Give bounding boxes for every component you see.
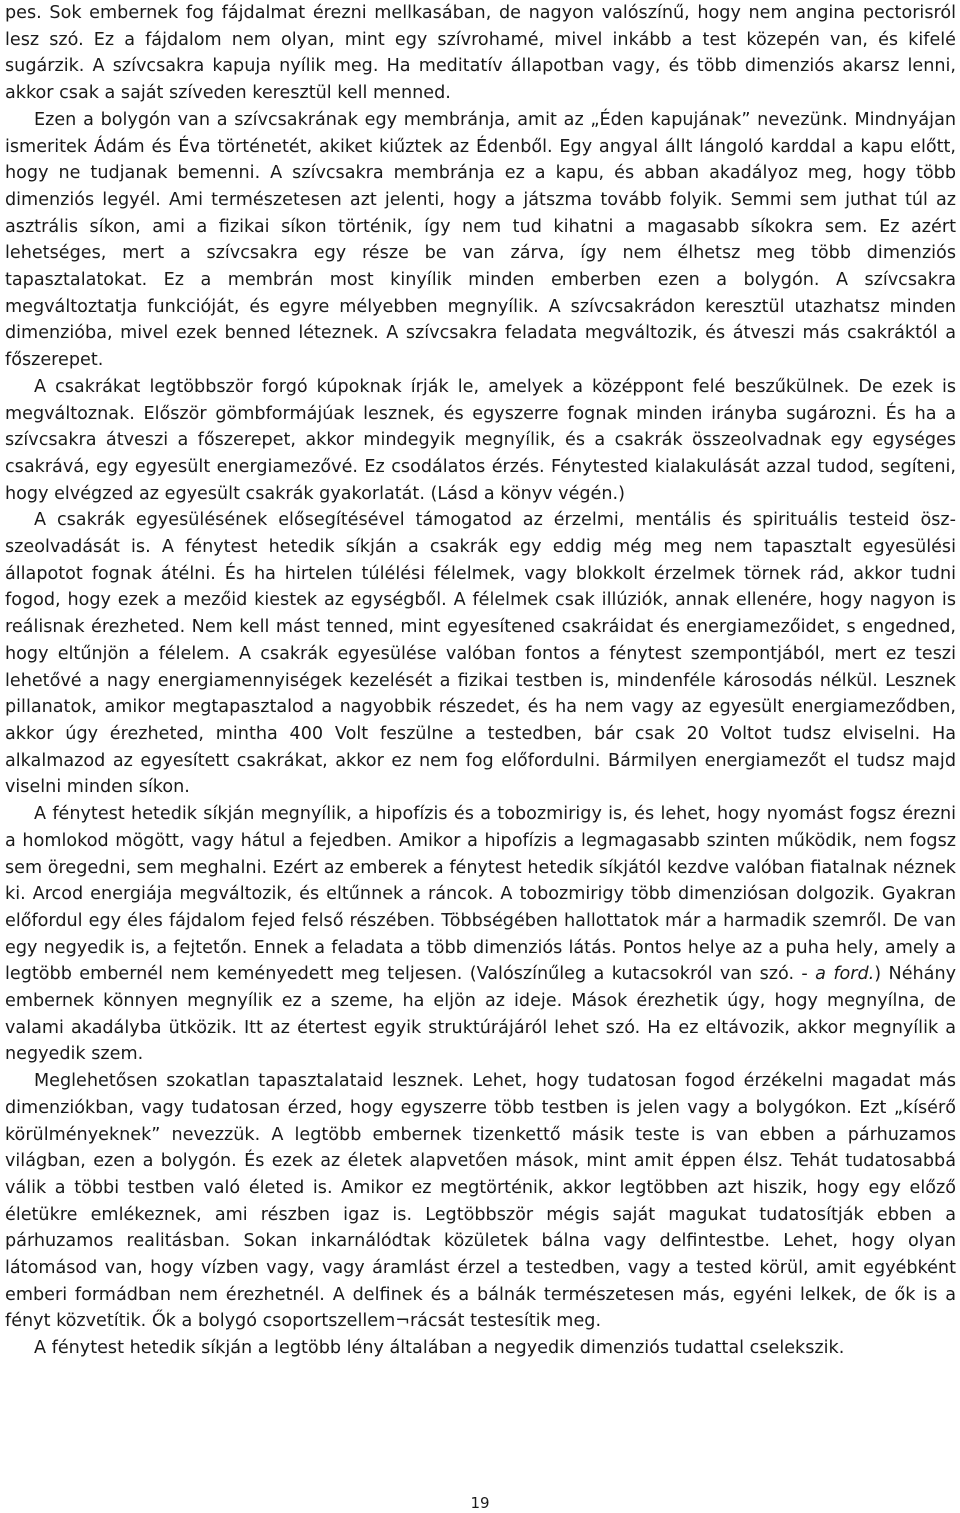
paragraph: A csakrákat legtöbbször forgó kúpoknak írják le, amelyek a középpont felé beszűkülnek. De ezek is megváltoznak. Először gömbformájúak lesznek, és egyszerre fognak minden irányba sugározni. És ha a szívcsakra átveszi a főszerepet, akkor mindegyik megnyílik, és a csakrák összeolvadnak egy egységes csakrává, egy egyesült energiamezővé. Ez csodálatos érzés. Fénytested kialakulását azzal tudod, segíteni, hogy elvégzed az egyesült csakrák gyakorlatát. (Lásd a könyv végén.) (5, 376, 956, 504)
page-number-text: 19 (470, 1494, 490, 1512)
paragraph-text: ) Néhány embernek könnyen megnyílik ez a szeme, ha eljön az ideje. Mások érezhetik úgy, hogy megnyílna, de valami akadályba ütközik. Itt az étertest egyik struktúrájáról lehet szó. Ha ez eltávozik, akkor megnyílik a negyedik szem. (5, 964, 957, 1065)
paragraph: A fénytest hetedik síkján a legtöbb lény általában a negyedik dimenziós tudattal cselekszik. (34, 1338, 845, 1359)
paragraph-text: A fénytest hetedik síkján megnyílik, a hipofízis és a tobozmirigy is, és lehet, hogy nyomást fogsz érezni a homlokod mögött, vagy hátul a fejedben. Amikor a hipofízis a legmagasabb szinten működik, nem fogsz sem öregedni, sem meghalni. Ezért az emberek a fénytest hetedik síkjától kezdve valóban fiatalnak néznek ki. Arcod energiája megváltozik, és eltűnnek a ráncok. A tobozmirigy több dimenziósan dolgozik. Gyakran előfordul egy éles fájdalom fejed felső részében. Többségében hallottatok már a harmadik szemről. De van egy negyedik is, a fejtetőn. Ennek a feladata a több dimenziós látás. Pontos helye az a puha hely, amely a legtöbb embernél nem keményedett meg teljesen. (Valószínűleg a kutacsokról van szó. - (5, 804, 956, 985)
document-page (5, 0, 956, 1362)
paragraph: Meglehetősen szokatlan tapasztalataid lesznek. Lehet, hogy tudatosan fogod érzékelni magadat más dimenziókban, vagy tudatosan érzed, hogy egyszerre több testben is jelen vagy a bolygókon. Ezt „kísérő körülményeknek” nevezzük. A legtöbb embernek tizenkettő másik teste is van ebben a párhuzamos világban, ezen a bolygón. És ezek az életek alapvetően mások, mint amit éppen élsz. Tehát tudatosabbá válik a többi testben való életed is. Amikor ez megtörténik, akkor legtöbben azt hiszik, hogy egy előző életükre emlékeznek, ami részben igaz is. Legtöbbször mégis saját magukat tudatosítják ebben a párhuzamos realitásban. Sokan inkarnálódtak közületek bálna vagy delfintestbe. Lehet, hogy olyan látomásod van, hogy vízben vagy, vagy áramlást érzel a testedben, vagy a tested körül, amit egyébként emberi formádban nem érezhetnél. A delfinek és a bálnák természetesen más, egyéni lelkek, de ők is a fényt közvetítik. Ők a bolygó csoportszellem¬rácsát testesítik meg. (5, 1071, 956, 1332)
paragraph: pes. Sok embernek fog fájdalmat érezni mellkasában, de nagyon valószínű, hogy nem angina pectorisról lesz szó. Ez a fájdalom nem olyan, mint egy szívrohamé, mivel inkább a test közepén van, és kifelé sugárzik. A szívcsakra kapuja nyílik meg. Ha meditatív állapotban vagy, és több dimenziós akarsz lenni, akkor csak a saját szíveden keresztül kell menned. (5, 3, 956, 104)
translator-note: a ford. (815, 964, 875, 985)
paragraph: Ezen a bolygón van a szívcsakrának egy membránja, amit az „Éden kapujának” nevezünk. Mindnyájan ismeritek Ádám és Éva történetét, akiket kiűztek az Édenből. Egy angyal állt lángoló karddal a kapu előtt, hogy ne tudjanak bemenni. A szívcsakra membránja ez a kapu, és abban akadályoz meg, hogy több dimenziós legyél. Ami természetesen azt jelenti, hogy a játszma tovább folyik. Semmi sem juthat túl az asztrális síkon, ami a fizikai síkon történik, így nem tud kihatni a magasabb síkokra sem. Ez azért lehetséges, mert a szívcsakra egy része be van zárva, így nem élhetsz meg több dimenziós tapasztalatokat. Ez a membrán most kinyílik minden emberben ezen a bolygón. A szívcsakra megváltoztatja funkcióját, és egyre mélyebben megnyílik. A szívcsakrádon keresztül utazhatsz minden dimenzióba, mivel ezek benned léteznek. A szívcsakra feladata megváltozik, és átveszi más csakráktól a főszerepet. (5, 109, 956, 371)
paragraph (5, 801, 956, 1068)
paragraph: A csakrák egyesülésének elősegítésével támogatod az érzelmi, mentális és spirituális testeid öszszeolvadását is. A fénytest hetedik síkján a csakrák egy eddig még meg nem tapasztalt egyesülési állapotot fognak átélni. És ha hirtelen túlélési félelmek, vagy blokkolt érzelmek törnek rád, akkor tudni fogod, hogy ezek a mezőid kiestek az egységből. A félelmek csak illúziók, annak ellenére, hogy nagyon is reálisnak érezheted. Nem kell mást tenned, mint egyesítened csakráidat és energiamezőidet, s engedned, hogy eltűnjön a félelem. A csakrák egyesülése valóban fontos a fénytest szempontjából, mert ez teszi lehetővé a nagy energiamennyiségek kezelését a fizikai testben is, mindenféle károsodás nélkül. Lesznek pillanatok, amikor megtapasztalod a nagyobbik részedet, és ha nem vagy az egyesült energiameződben, akkor úgy érezheted, mintha 400 Volt feszülne a testedben, bár csak 20 Voltot tudsz elviselni. Ha alkalmazod az egyesített csakrákat, akkor ez nem fog előfordulni. Bármilyen energiamezőt el tudsz majd viselni minden síkon. (5, 510, 956, 798)
page-number (0, 1494, 960, 1512)
